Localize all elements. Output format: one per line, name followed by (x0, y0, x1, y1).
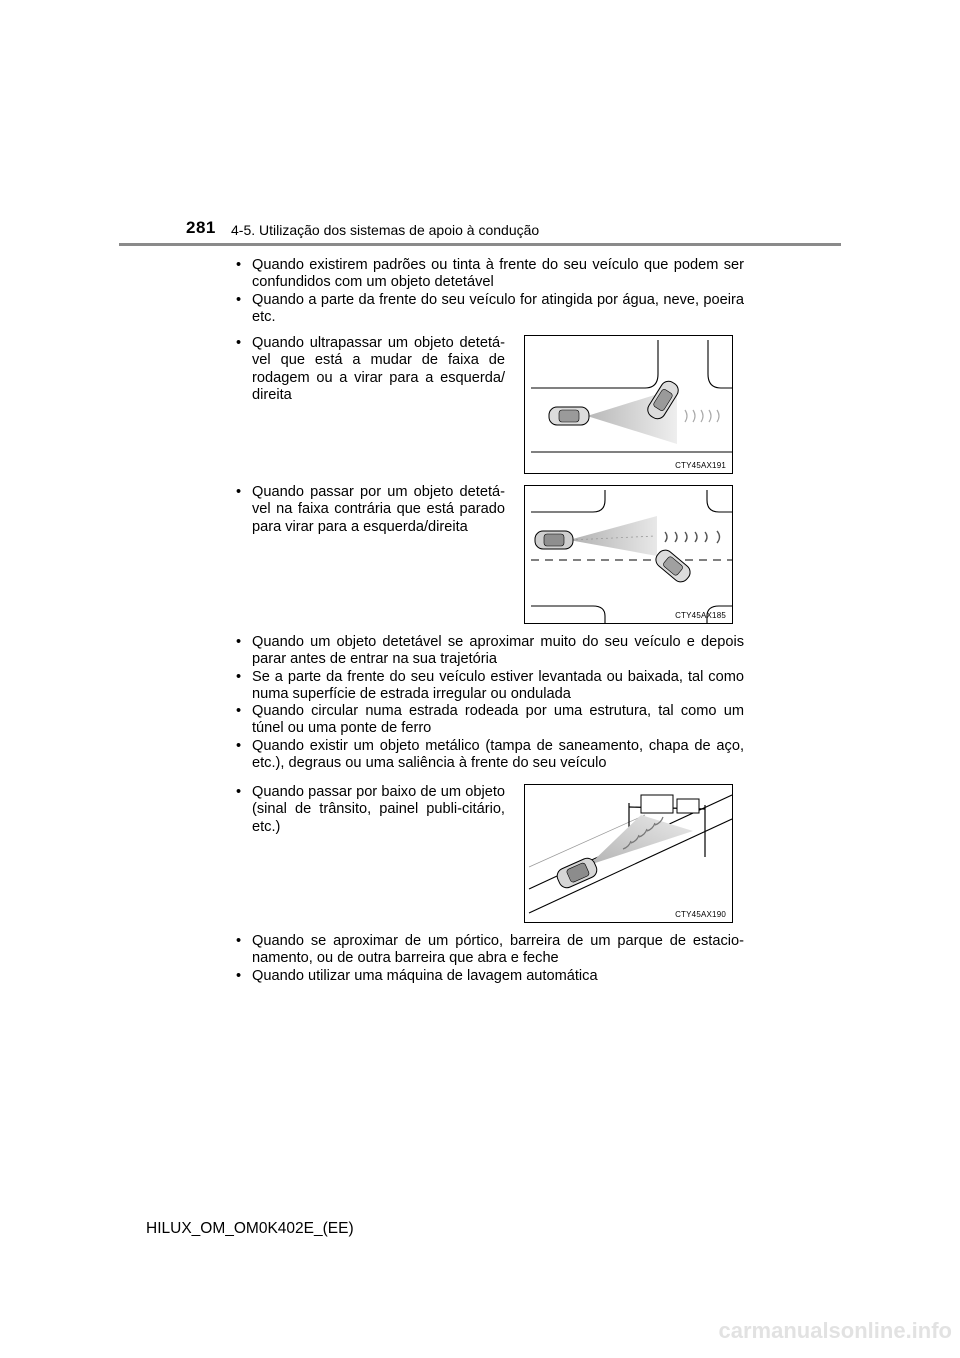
page-number: 281 (186, 218, 216, 237)
figure-code: CTY45AX190 (675, 910, 726, 919)
road-diagram-3 (525, 785, 732, 922)
illustration-overhead-sign (524, 784, 733, 923)
document-code: HILUX_OM_OM0K402E_(EE) (146, 1220, 354, 1237)
car-icon (535, 531, 573, 549)
list-item: • Quando se aproximar de um pórtico, barreira de um parque de estacio-namento, ou de outra barreira que abra e feche (230, 933, 744, 968)
road-diagram-2 (525, 486, 732, 623)
car-icon (555, 856, 600, 891)
illustration-overtaking-lane-change (524, 335, 733, 474)
radar-beam-icon (569, 516, 657, 556)
figure-caption-2 (230, 484, 505, 536)
road-diagram-1 (525, 336, 732, 473)
car-icon (549, 407, 589, 425)
bullet-list-top (230, 257, 744, 326)
figure-code: CTY45AX185 (675, 611, 726, 620)
list-item: • Quando um objeto detetável se aproximar muito do seu veículo e depois parar antes de entrar na sua trajetória (230, 634, 744, 669)
list-item: • Quando passar por baixo de um objeto (sinal de trânsito, painel publi-citário, etc.) (230, 784, 505, 836)
radar-beam-icon (589, 815, 693, 865)
list-item: • Se a parte da frente do seu veículo estiver levantada ou baixada, tal como numa superfície de estrada irregular ou ondulada (230, 669, 744, 704)
section-title: 4-5. Utilização dos sistemas de apoio à condução (231, 222, 540, 238)
figure-code: CTY45AX191 (675, 461, 726, 470)
list-item: • Quando ultrapassar um objeto detetá-vel que está a mudar de faixa de rodagem ou a virar para a esquerda/ direita (230, 335, 505, 404)
car-icon (653, 547, 694, 585)
bullet-list-middle (230, 634, 744, 772)
watermark: carmanualsonline.info (718, 1318, 952, 1343)
list-item: • Quando a parte da frente do seu veículo for atingida por água, neve, poeira etc. (230, 292, 744, 327)
list-item: • Quando utilizar uma máquina de lavagem automática (230, 968, 744, 985)
illustration-oncoming-stopped-vehicle (524, 485, 733, 624)
list-item: • Quando existir um objeto metálico (tampa de saneamento, chapa de aço, etc.), degraus ou uma saliência à frente do seu veículo (230, 738, 744, 773)
header-divider (119, 243, 841, 246)
figure-caption-3 (230, 784, 505, 836)
list-item: • Quando passar por um objeto detetá-vel na faixa contrária que está parado para virar para a esquerda/direita (230, 484, 505, 536)
bullet-list-bottom (230, 933, 744, 985)
list-item: • Quando circular numa estrada rodeada por uma estrutura, tal como um túnel ou uma ponte de ferro (230, 703, 744, 738)
list-item: • Quando existirem padrões ou tinta à frente do seu veículo que podem ser confundidos com um objeto detetável (230, 257, 744, 292)
figure-caption-1 (230, 335, 505, 404)
